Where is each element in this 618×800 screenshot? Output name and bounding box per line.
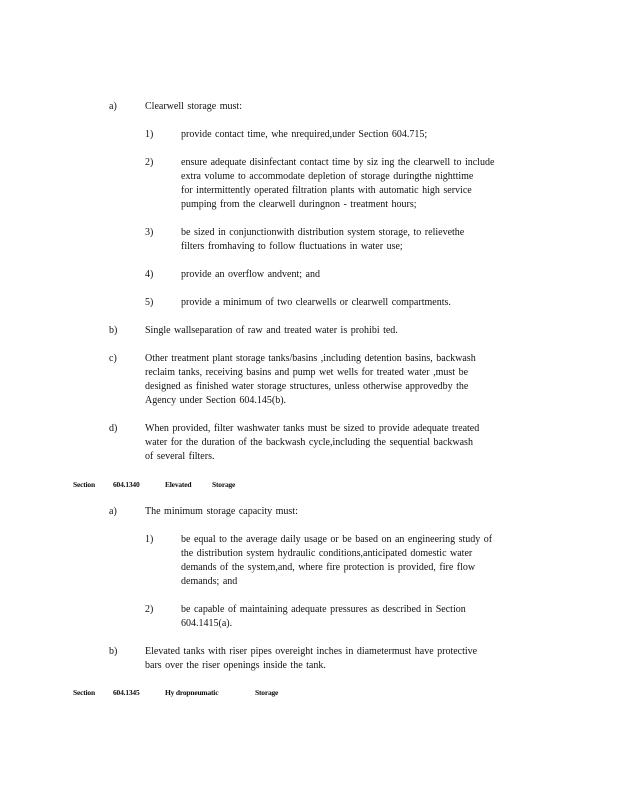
item-text: be capable of maintaining adequate pressures as described in Section: [181, 604, 466, 615]
item-label: b): [109, 325, 118, 336]
item-text: the distribution system hydraulic conditions,anticipated domestic water: [181, 548, 473, 559]
item-text: be sized in conjunctionwith distribution system storage, to relievethe: [181, 227, 465, 238]
item-text: pumping from the clearwell duringnon - treatment hours;: [181, 199, 417, 210]
item-label: 4): [145, 269, 154, 280]
item-text: of several filters.: [145, 451, 215, 462]
item-text: provide a minimum of two clearwells or clearwell compartments.: [181, 297, 451, 308]
item-label: b): [109, 646, 118, 657]
section-title: Elevated: [165, 480, 192, 489]
item-text: filters fromhaving to follow fluctuations in water use;: [181, 241, 403, 252]
item-text: 604.1415(a).: [181, 618, 233, 629]
section-title-2: Storage: [212, 480, 236, 489]
item-text: The minimum storage capacity must:: [145, 506, 298, 517]
item-label: 5): [145, 297, 154, 308]
item-text: for intermittently operated filtration plants with automatic high service: [181, 185, 472, 196]
section-number: 604.1345: [113, 688, 140, 697]
item-text: Clearwell storage must:: [145, 101, 242, 112]
item-text: designed as finished water storage structures, unless otherwise approvedby the: [145, 381, 469, 392]
section-label: Section: [73, 480, 95, 489]
item-label: 1): [145, 534, 154, 545]
item-text: Agency under Section 604.145(b).: [145, 395, 287, 406]
section-title: Hy dropneumatic: [165, 688, 219, 697]
item-label: 2): [145, 604, 154, 615]
section-label: Section: [73, 688, 95, 697]
item-label: c): [109, 353, 117, 364]
item-text: When provided, filter washwater tanks must be sized to provide adequate treated: [145, 423, 480, 434]
item-label: d): [109, 423, 118, 434]
item-text: Other treatment plant storage tanks/basins ,including detention basins, backwash: [145, 353, 476, 364]
section-heading: [73, 688, 293, 698]
item-text: demands of the system,and, where fire protection is provided, fire flow: [181, 562, 476, 573]
item-text: Elevated tanks with riser pipes overeight inches in diametermust have protective: [145, 646, 478, 657]
section-title-2: Storage: [255, 688, 279, 697]
item-text: demands; and: [181, 576, 238, 587]
item-label: 3): [145, 227, 154, 238]
item-text: extra volume to accommodate depletion of storage duringthe nighttime: [181, 171, 474, 182]
item-text: ensure adequate disinfectant contact time by siz ing the clearwell to include: [181, 157, 495, 168]
item-text: be equal to the average daily usage or be based on an engineering study of: [181, 534, 493, 545]
item-label: a): [109, 101, 117, 112]
section-number: 604.1340: [113, 480, 140, 489]
item-text: provide an overflow andvent; and: [181, 269, 320, 280]
item-text: provide contact time, whe nrequired,under Section 604.715;: [181, 129, 428, 140]
section-heading: [73, 480, 273, 490]
item-text: reclaim tanks, receiving basins and pump wet wells for treated water ,must be: [145, 367, 469, 378]
item-label: 1): [145, 129, 154, 140]
item-text: water for the duration of the backwash cycle,including the sequential backwash: [145, 437, 473, 448]
item-text: Single wallseparation of raw and treated water is prohibi ted.: [145, 325, 398, 336]
item-label: a): [109, 506, 117, 517]
item-label: 2): [145, 157, 154, 168]
item-text: bars over the riser openings inside the tank.: [145, 660, 326, 671]
